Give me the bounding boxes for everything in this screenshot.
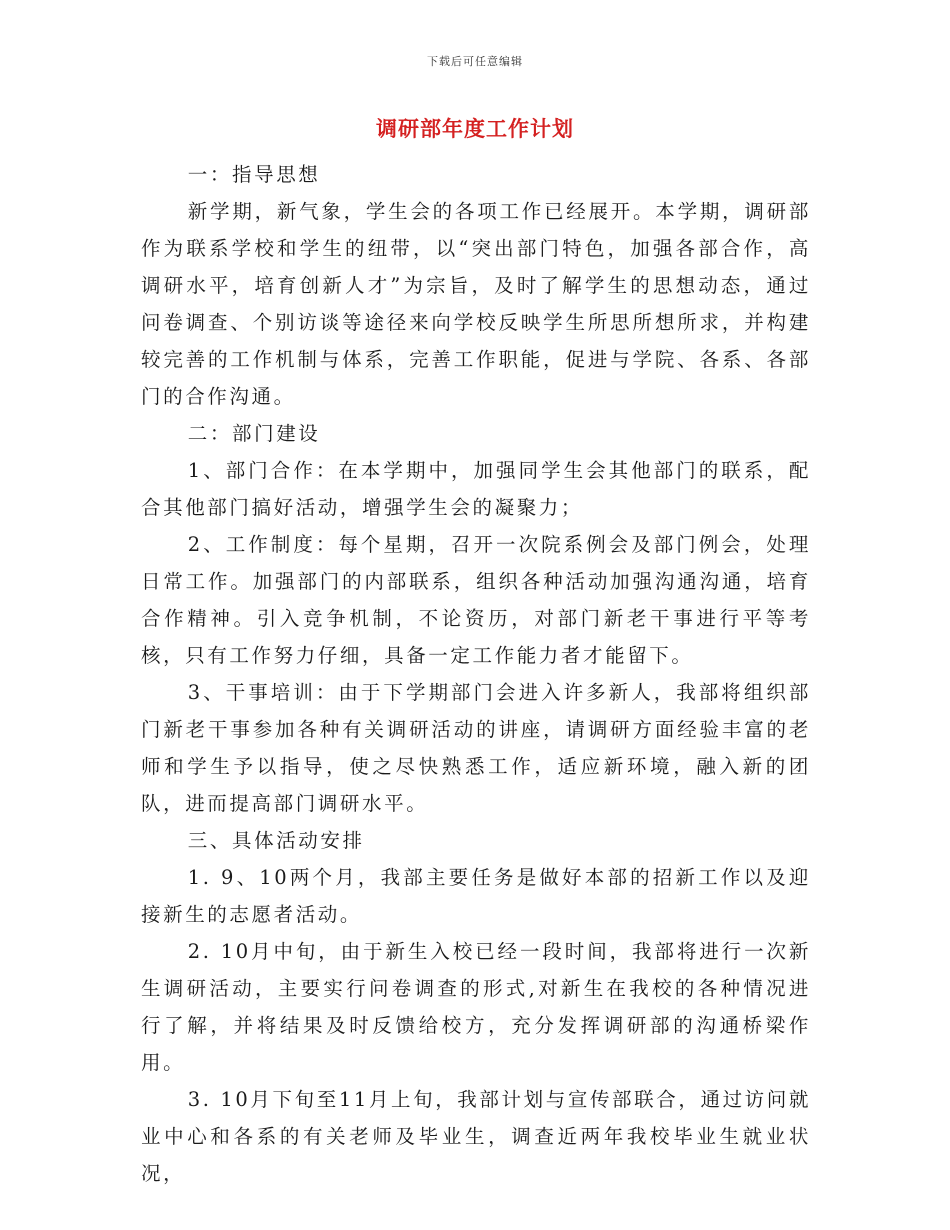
- section-heading-department-building: 二：部门建设: [187, 422, 321, 445]
- section-heading-guiding-ideology: 一：指导思想: [187, 163, 321, 186]
- paragraph-department-cooperation: 1、部门合作：在本学期中，加强同学生会其他部门的联系，配合其他部门搞好活动，增强学生会的凝聚力；: [141, 459, 811, 519]
- header-note: 下载后可任意编辑: [427, 55, 523, 68]
- paragraph-work-system: 2、工作制度：每个星期，召开一次院系例会及部门例会，处理日常工作。加强部门的内部联系，组织各种活动加强沟通沟通，培育合作精神。引入竞争机制，不论资历，对部门新老干事进行平等考核，只有工作努力仔细，具备一定工作能力者才能留下。: [141, 533, 811, 667]
- section-heading-activity-schedule: 三、具体活动安排: [187, 829, 365, 852]
- paragraph-activity-1: 1. 9、10两个月，我部主要任务是做好本部的招新工作以及迎接新生的志愿者活动。: [141, 866, 811, 926]
- document-body: [141, 156, 811, 1192]
- page-title: 调研部年度工作计划: [376, 116, 574, 141]
- paragraph-guiding-ideology: 新学期，新气象，学生会的各项工作已经展开。本学期，调研部作为联系学校和学生的纽带，以“突出部门特色，加强各部合作，高调研水平，培育创新人才”为宗旨，及时了解学生的思想动态，通过问卷调查、个别访谈等途径来向学校反映学生所思所想所求，并构建较完善的工作机制与体系，完善工作职能，促进与学院、各系、各部门的合作沟通。: [141, 200, 811, 408]
- paragraph-activity-2: 2. 10月中旬，由于新生入校已经一段时间，我部将进行一次新生调研活动，主要实行问卷调查的形式,对新生在我校的各种情况进行了解，并将结果及时反馈给校方，充分发挥调研部的沟通桥梁作用。: [141, 940, 811, 1074]
- paragraph-staff-training: 3、干事培训：由于下学期部门会进入许多新人，我部将组织部门新老干事参加各种有关调研活动的讲座，请调研方面经验丰富的老师和学生予以指导，使之尽快熟悉工作，适应新环境，融入新的团队，进而提高部门调研水平。: [141, 681, 811, 815]
- paragraph-activity-3: 3. 10月下旬至11月上旬，我部计划与宣传部联合，通过访问就业中心和各系的有关老师及毕业生，调查近两年我校毕业生就业状况，: [141, 1088, 811, 1185]
